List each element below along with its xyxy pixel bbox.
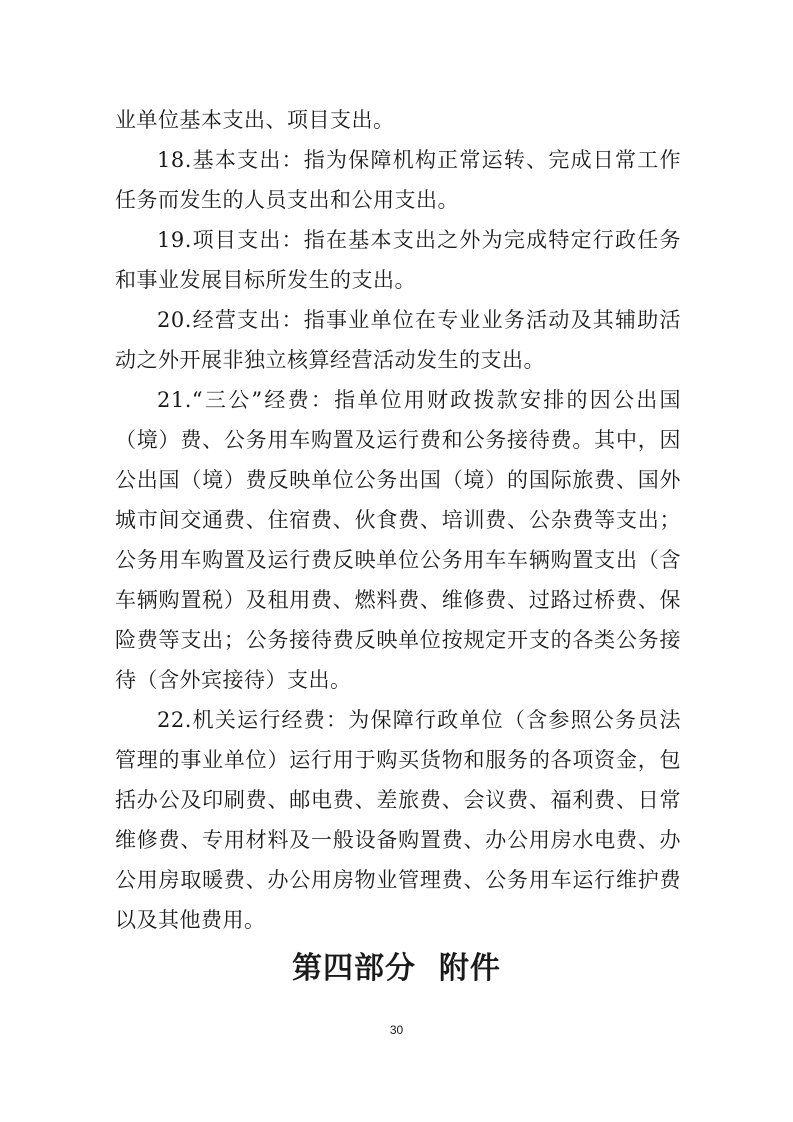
page-number: 30 (389, 1023, 404, 1037)
text-line: 18.基本支出：指为保障机构正常运转、完成日常工作 (157, 148, 681, 172)
text-line: 以及其他费用。 (115, 908, 266, 932)
text-line: 公用房取暖费、办公用房物业管理费、公务用车运行维护费 (115, 868, 681, 892)
text-line: 20.经营支出：指事业单位在专业业务活动及其辅助活 (157, 308, 681, 332)
text-line: 21.“三公”经费：指单位用财政拨款安排的因公出国 (157, 388, 681, 412)
text-line: 动之外开展非独立核算经营活动发生的支出。 (115, 348, 545, 372)
text-line: 公出国（境）费反映单位公务出国（境）的国际旅费、国外 (115, 468, 681, 492)
text-line: 22.机关运行经费：为保障行政单位（含参照公务员法 (157, 708, 681, 732)
text-line: 险费等支出；公务接待费反映单位按规定开支的各类公务接 (115, 628, 681, 652)
text-line: 任务而发生的人员支出和公用支出。 (115, 188, 459, 212)
text-line: 19.项目支出：指在基本支出之外为完成特定行政任务 (157, 228, 681, 252)
text-line: 公务用车购置及运行费反映单位公务用车车辆购置支出（含 (115, 548, 681, 572)
text-line: 和事业发展目标所发生的支出。 (115, 268, 416, 292)
text-line: （境）费、公务用车购置及运行费和公务接待费。其中，因 (115, 428, 681, 452)
text-line: 车辆购置税）及租用费、燃料费、维修费、过路过桥费、保 (115, 588, 681, 612)
section-title: 第四部分 附件 (292, 951, 501, 986)
text-line: 管理的事业单位）运行用于购买货物和服务的各项资金，包 (115, 748, 681, 772)
text-line: 城市间交通费、住宿费、伙食费、培训费、公杂费等支出； (115, 508, 681, 532)
text-line: 待（含外宾接待）支出。 (115, 668, 352, 692)
text-line: 括办公及印刷费、邮电费、差旅费、会议费、福利费、日常 (115, 788, 681, 812)
text-line: 业单位基本支出、项目支出。 (115, 108, 395, 132)
text-line: 维修费、专用材料及一般设备购置费、办公用房水电费、办 (115, 828, 681, 852)
